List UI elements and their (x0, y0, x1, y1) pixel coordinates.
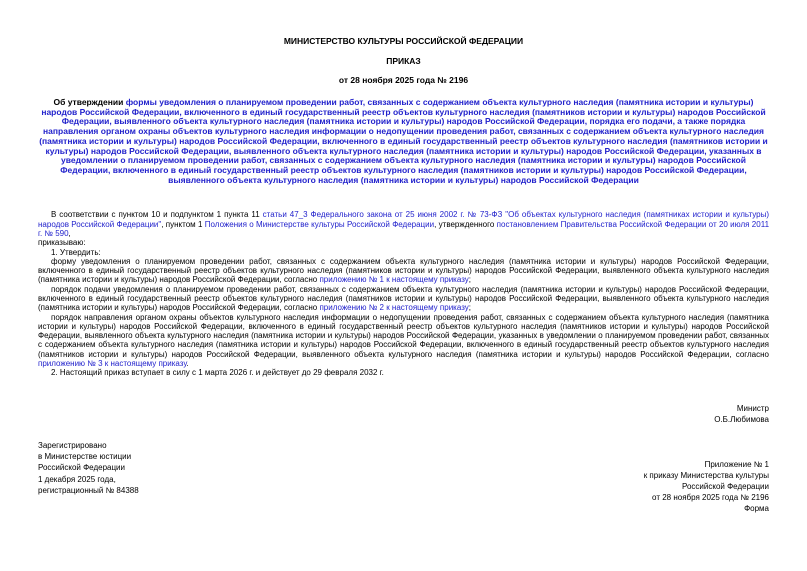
signer-name: О.Б.Любимова (714, 414, 769, 424)
signature-block (38, 403, 769, 425)
registration-line: Российской Федерации (38, 463, 125, 473)
document-date-number: от 28 ноября 2025 года № 2196 (338, 75, 469, 85)
text-segment: ; (468, 303, 472, 313)
appendix-line: Приложение № 1 (704, 459, 769, 469)
document-link[interactable]: формы уведомления о планируемом проведении работ, связанных с содержанием объекта культурного наследия (памятника истории и культуры) народов Российской Федерации, включенного в единый государственный реестр объектов культурного наследия (памятников истории и культуры) народов Российской Федерации, выявленного объекта культурного наследия (памятника истории и культуры) народов Российской Федерации, порядка его подачи, а также порядка направления органом охраны объектов культурного наследия информации о недопущении проведения работ, связанных с содержанием объекта культурного наследия (памятника истории и культуры) народов Российской Федерации, включенного в единый государственный реестр объектов культурного наследия (памятников истории и культуры) народов Российской Федерации, выявленного объекта культурного наследия (памятника истории и культуры) народов Российской Федерации, указанных в уведомлении о планируемом проведении работ, связанных с содержанием объекта культурного наследия (памятника истории и культуры) народов Российской Федерации, включенного в единый государственный реестр объектов культурного наследия (памятников истории и культуры) народов Российской Федерации, выявленного объекта культурного наследия (памятника истории и культуры) народов Российской Федерации (39, 97, 768, 185)
item-2-effective-date: 2. Настоящий приказ вступает в силу с 1 марта 2026 г. и действует до 29 февраля 2032 г. (51, 368, 384, 378)
text-segment: . (186, 359, 189, 369)
appendix-line: от 28 ноября 2025 года № 2196 (652, 492, 769, 502)
document-link[interactable]: приложению № 1 к настоящему приказу (319, 275, 469, 285)
registration-line: Зарегистрировано (38, 440, 107, 450)
appendix-line: к приказу Министерства культуры (643, 470, 769, 480)
signer-position: Министр (736, 403, 769, 413)
text-segment: , (68, 228, 71, 238)
paragraph-submission-order (38, 285, 769, 313)
document-link[interactable]: приложению № 2 к настоящему приказу (319, 303, 469, 313)
document-body (38, 210, 769, 377)
document-header (38, 36, 769, 85)
document-type: ПРИКАЗ (386, 56, 421, 66)
ministry-name: МИНИСТЕРСТВО КУЛЬТУРЫ РОССИЙСКОЙ ФЕДЕРАЦИИ (283, 36, 524, 46)
text-segment: ; (468, 275, 472, 285)
appendix-block (644, 459, 769, 514)
document-link[interactable]: Положения о Министерстве культуры Российской Федерации (204, 219, 435, 229)
footer-row (38, 440, 769, 513)
item-1-label: 1. Утвердить: (51, 247, 101, 257)
document-link[interactable]: статьи 47_3 Федерального закона от 25 июня 2002 г. № 73-ФЗ "Об объектах культурного наследия (памятниках истории и культуры) народов Российской Федерации" (38, 210, 769, 229)
document-link[interactable]: приложению № 3 к настоящему приказу (38, 359, 187, 369)
text-segment: порядок направления органом охраны объектов культурного наследия информации о недопущении проведения работ, связанных с содержанием объекта культурного наследия (памятника истории и культуры) народов Российской Федерации, включенного в единый государственный реестр объектов культурного наследия (памятников истории и культуры) народов Российской Федерации, выявленного объекта культурного наследия (памятника истории и культуры) народов Российской Федерации, указанных в уведомлении о планируемом проведении работ, связанных с содержанием объекта культурного наследия (памятника истории и культуры) народов Российской Федерации, включенного в единый государственный реестр объектов культурного наследия (памятников истории и культуры) народов Российской Федерации, выявленного объекта культурного наследия (памятника истории и культуры) народов Российской Федерации, согласно (38, 312, 769, 359)
text-segment: , пунктом 1 (161, 219, 205, 229)
document-title (38, 98, 769, 185)
text-segment: Об утверждении (53, 97, 126, 107)
text-segment: форму уведомления о планируемом проведении работ, связанных с содержанием объекта культурного наследия (памятника истории и культуры) народов Российской Федерации, включенного в единый государственный реестр объектов культурного наследия (памятников истории и культуры) народов Российской Федерации, выявленного объекта культурного наследия (памятника истории и культуры) народов Российской Федерации, согласно (38, 256, 769, 285)
prikaz-word: приказываю: (38, 238, 86, 248)
registration-line: регистрационный № 84388 (38, 485, 139, 495)
intro-paragraph (38, 210, 769, 238)
paragraph-information-order (38, 313, 769, 369)
registration-line: в Министерстве юстиции (38, 451, 132, 461)
text-segment: , утвержденного (434, 219, 497, 229)
appendix-line: Российской Федерации (682, 481, 769, 491)
appendix-line: Форма (744, 503, 769, 513)
text-segment: В соответствии с пунктом 10 и подпунктом 1 пункта 11 (51, 210, 263, 220)
paragraph-form-approval (38, 257, 769, 285)
registration-line: 1 декабря 2025 года, (38, 474, 116, 484)
document-link[interactable]: постановлением Правительства Российской Федерации от 20 июля 2011 г. № 590 (38, 219, 770, 238)
text-segment: порядок подачи уведомления о планируемом проведении работ, связанных с содержанием объекта культурного наследия (памятника истории и культуры) народов Российской Федерации, включенного в единый государственный реестр объектов культурного наследия (памятников истории и культуры) народов Российской Федерации, выявленного объекта культурного наследия (памятника истории и культуры) народов Российской Федерации, согласно (38, 284, 769, 313)
